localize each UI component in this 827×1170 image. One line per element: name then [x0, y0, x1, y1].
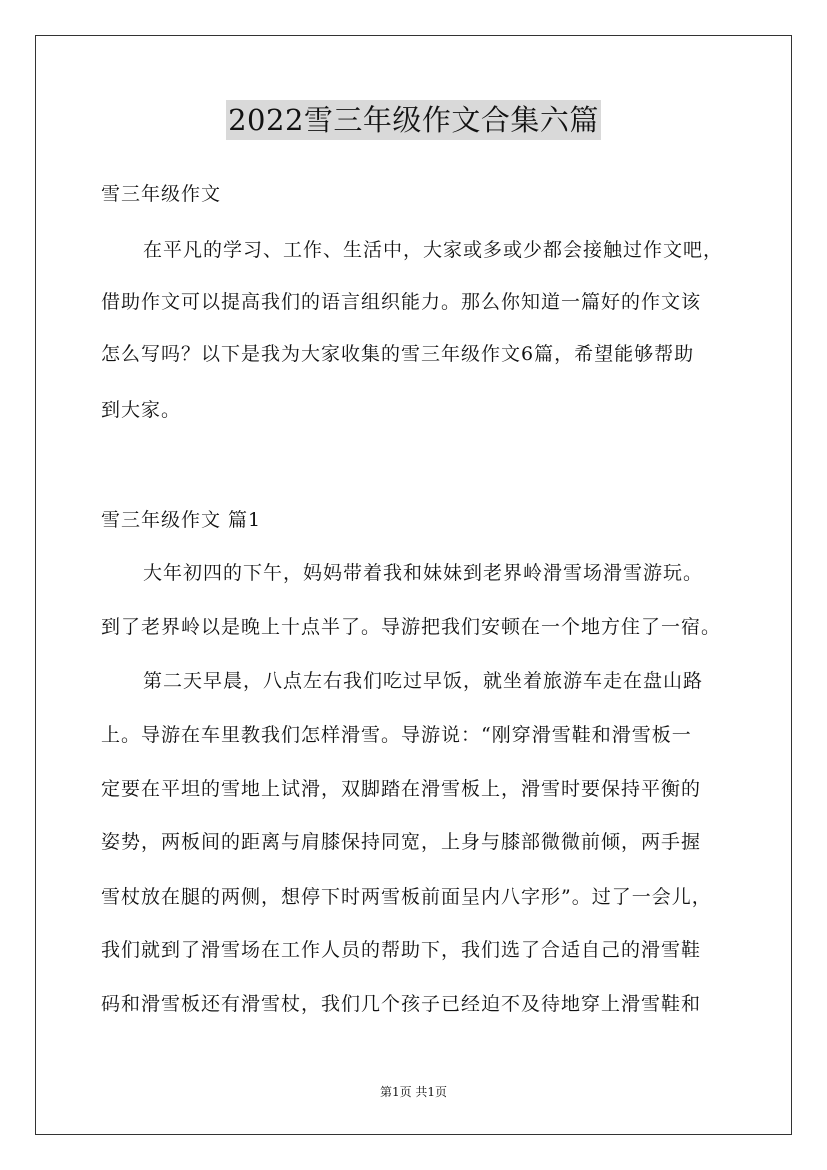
document-title: 2022雪三年级作文合集六篇: [226, 100, 601, 140]
subtitle: 雪三年级作文: [101, 183, 222, 205]
paragraph-line: 我们就到了滑雪场在工作人员的帮助下，我们选了合适自己的滑雪鞋: [101, 939, 702, 961]
paragraph-line: 码和滑雪板还有滑雪杖，我们几个孩子已经迫不及待地穿上滑雪鞋和: [101, 993, 702, 1015]
paragraph-line: 大年初四的下午，妈妈带着我和妹妹到老界岭滑雪场滑雪游玩。: [143, 562, 704, 584]
paragraph-line: 上。导游在车里教我们怎样滑雪。导游说：“刚穿滑雪鞋和滑雪板一: [101, 724, 692, 746]
paragraph-line: 雪杖放在腿的两侧，想停下时两雪板前面呈内八字形”。过了一会儿，: [101, 886, 712, 908]
title-container: [0, 100, 827, 140]
paragraph-line: 到大家。: [101, 399, 182, 421]
paragraph-line: 在平凡的学习、工作、生活中，大家或多或少都会接触过作文吧，: [143, 239, 724, 261]
paragraph-line: 定要在平坦的雪地上试滑，双脚踏在滑雪板上，滑雪时要保持平衡的: [101, 778, 702, 800]
section-heading: 雪三年级作文 篇1: [101, 509, 262, 531]
paragraph-line: 怎么写吗？以下是我为大家收集的雪三年级作文6篇，希望能够帮助: [101, 343, 695, 365]
paragraph-line: 到了老界岭以是晚上十点半了。导游把我们安顿在一个地方住了一宿。: [101, 616, 722, 638]
page-footer: 第1页 共1页: [379, 1085, 448, 1099]
paragraph-line: 第二天早晨，八点左右我们吃过早饭，就坐着旅游车走在盘山路: [143, 670, 704, 692]
paragraph-line: 姿势，两板间的距离与肩膝保持同宽，上身与膝部微微前倾，两手握: [101, 831, 702, 853]
paragraph-line: 借助作文可以提高我们的语言组织能力。那么你知道一篇好的作文该: [101, 291, 702, 313]
